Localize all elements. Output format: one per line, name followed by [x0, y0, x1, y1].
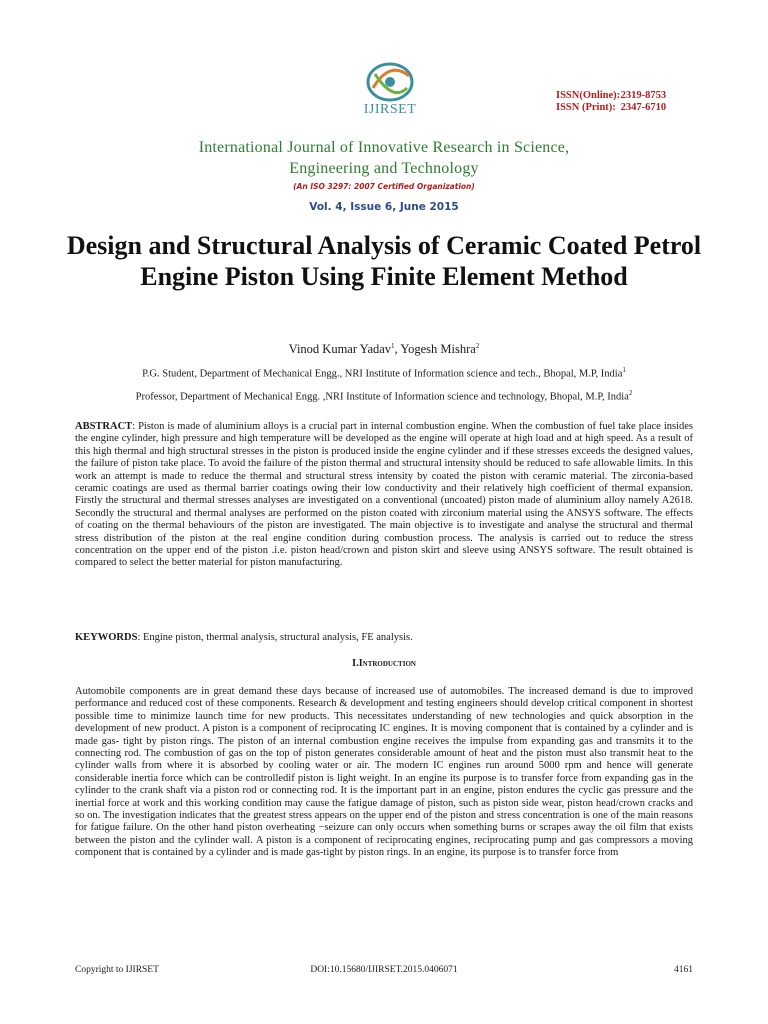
section-title: Introduction	[358, 658, 416, 669]
keywords-text: : Engine piston, thermal analysis, structural analysis, FE analysis.	[137, 632, 413, 643]
keywords-label: KEYWORDS	[75, 632, 138, 643]
affiliation-2-sup: 2	[628, 389, 633, 397]
affiliation-1-sup: 1	[622, 366, 626, 374]
issn-print-label: ISSN (Print):	[556, 102, 616, 113]
logo-swirl-icon	[345, 58, 435, 102]
author-1-sup: 1	[391, 342, 395, 350]
journal-title-line1: International Journal of Innovative Research in Science,	[198, 139, 570, 156]
affiliation-2-text: Professor, Department of Mechanical Engg. ,NRI Institute of Information science and technology, Bhopal, M.P, India	[135, 391, 629, 403]
affiliation-1	[0, 366, 768, 380]
footer-copyright: Copyright to IJIRSET	[75, 965, 159, 975]
affiliation-2	[0, 389, 768, 403]
affiliation-1-text: P.G. Student, Department of Mechanical Engg., NRI Institute of Information science and tech., Bhopal, M.P, India	[142, 368, 623, 380]
abstract	[75, 421, 693, 570]
issn-print-value: 2347-6710	[620, 102, 667, 113]
author-2-sup: 2	[475, 342, 480, 350]
journal-logo	[345, 58, 435, 120]
author-2: Yogesh Mishra	[400, 342, 476, 357]
author-1: Vinod Kumar Yadav	[288, 342, 392, 357]
paper-title: Design and Structural Analysis of Ceramic Coated Petrol Engine Piston Using Finite Element Method	[66, 231, 702, 291]
journal-title	[40, 137, 728, 179]
keywords	[75, 632, 693, 643]
certification-note: (An ISO 3297: 2007 Certified Organization)	[293, 182, 475, 191]
section-heading	[0, 658, 768, 669]
journal-title-line2: Engineering and Technology	[289, 160, 479, 177]
introduction-text: Automobile components are in great demand these days because of increased use of automobiles. The increased demand is due to improved performance and reduced cost of these components. Research & development and testing engineers should develop critical component in shortest possible time to minimize launch time for new products. This necessitates understanding of new technologies and quick absorption in the development of new product. A piston is a component of reciprocating IC engines. It is moving component that is contained by a cylinder and is made gas- tight by piston rings. The piston of an internal combustion engine receives the impulse from expanding gas and transmits it to the connecting rod. The combustion of gas on the top of piston generates considerable amount of heat and the piston must also transmit heat to the cylinder walls from where it is absorbed by cooling water or air. The modern IC engines run around 5000 rpm and hence will generate considerable inertia force which can be controlledif piston is light weight. In an engine its purpose is to transfer force from expanding gas in the cylinder to the crank shaft via a piston rod or connecting rod. It is the important part in an engine, piston endures the cyclic gas pressure and the inertial force at work and this working condition may cause the fatigue damage of piston, such as piston side wear, piston head/crown cracks and so on. The investigation indicates that the greatest stress appears on the upper end of the piston and stress concentration is one of the main reasons for fatigue failure. On the other hand piston overheating −seizure can only occurs when something burns or scrapes away the oil film that exists between the piston and the cylinder wall. A piston is a component of reciprocating engines, reciprocating pump and gas compressors a moving component that is contained by a cylinder and is made gas-tight by piston rings. In an engine, its purpose is to transfer force from	[75, 686, 693, 859]
author-separator: ,	[394, 342, 401, 357]
section-number: I.	[352, 658, 359, 669]
abstract-label: ABSTRACT	[75, 421, 133, 432]
issn-block	[556, 90, 666, 114]
abstract-text: : Piston is made of aluminium alloys is a crucial part in internal combustion engine. When the combustion of fuel take place insides the engine cylinder, high pressure and high temperature will be developed as the engine will operate at high load and at high speed. As a result of this high thermal and high structural stresses in the piston is produced inside the engine cylinder and if these stresses exceeds the designed values, the failure of piston take place. To avoid the failure of the piston thermal and structural intensity should be reduced to safe allowable limits. In this work an attempt is made to reduce the thermal and structural stress intensity by coated the piston with ceramic material. The zirconia-based ceramic coatings are used as thermal barrier coatings owing their low conductivity and their relatively high coefficient of thermal expansion. Firstly the structural and thermal stresses analyses are investigated on a conventional (uncoated) piston made of aluminium alloy namely A2618. Secondly the structural and thermal analyses are performed on the piston coated with zirconium material using the ANSYS software. The effects of coating on the thermal behaviours of the piston are investigated. The main objective is to investigate and analyse the structural and thermal stress distribution of the piston at the real engine condition during combustion process. The analysis is carried out to reduce the stress concentration on the upper end of the piston .i.e. piston head/crown and piston skirt and sleeve using ANSYS software. The result obtained is compared to select the better material for piston manufacturing.	[75, 421, 693, 569]
footer-doi: DOI:10.15680/IJIRSET.2015.0406071	[310, 965, 458, 975]
authors	[0, 342, 768, 357]
logo-text: IJIRSET	[363, 102, 417, 117]
volume-issue: Vol. 4, Issue 6, June 2015	[309, 201, 459, 213]
issn-online-value: 2319-8753	[620, 90, 667, 101]
issn-online-label: ISSN(Online):	[556, 90, 621, 101]
footer-page-number: 4161	[674, 965, 693, 975]
